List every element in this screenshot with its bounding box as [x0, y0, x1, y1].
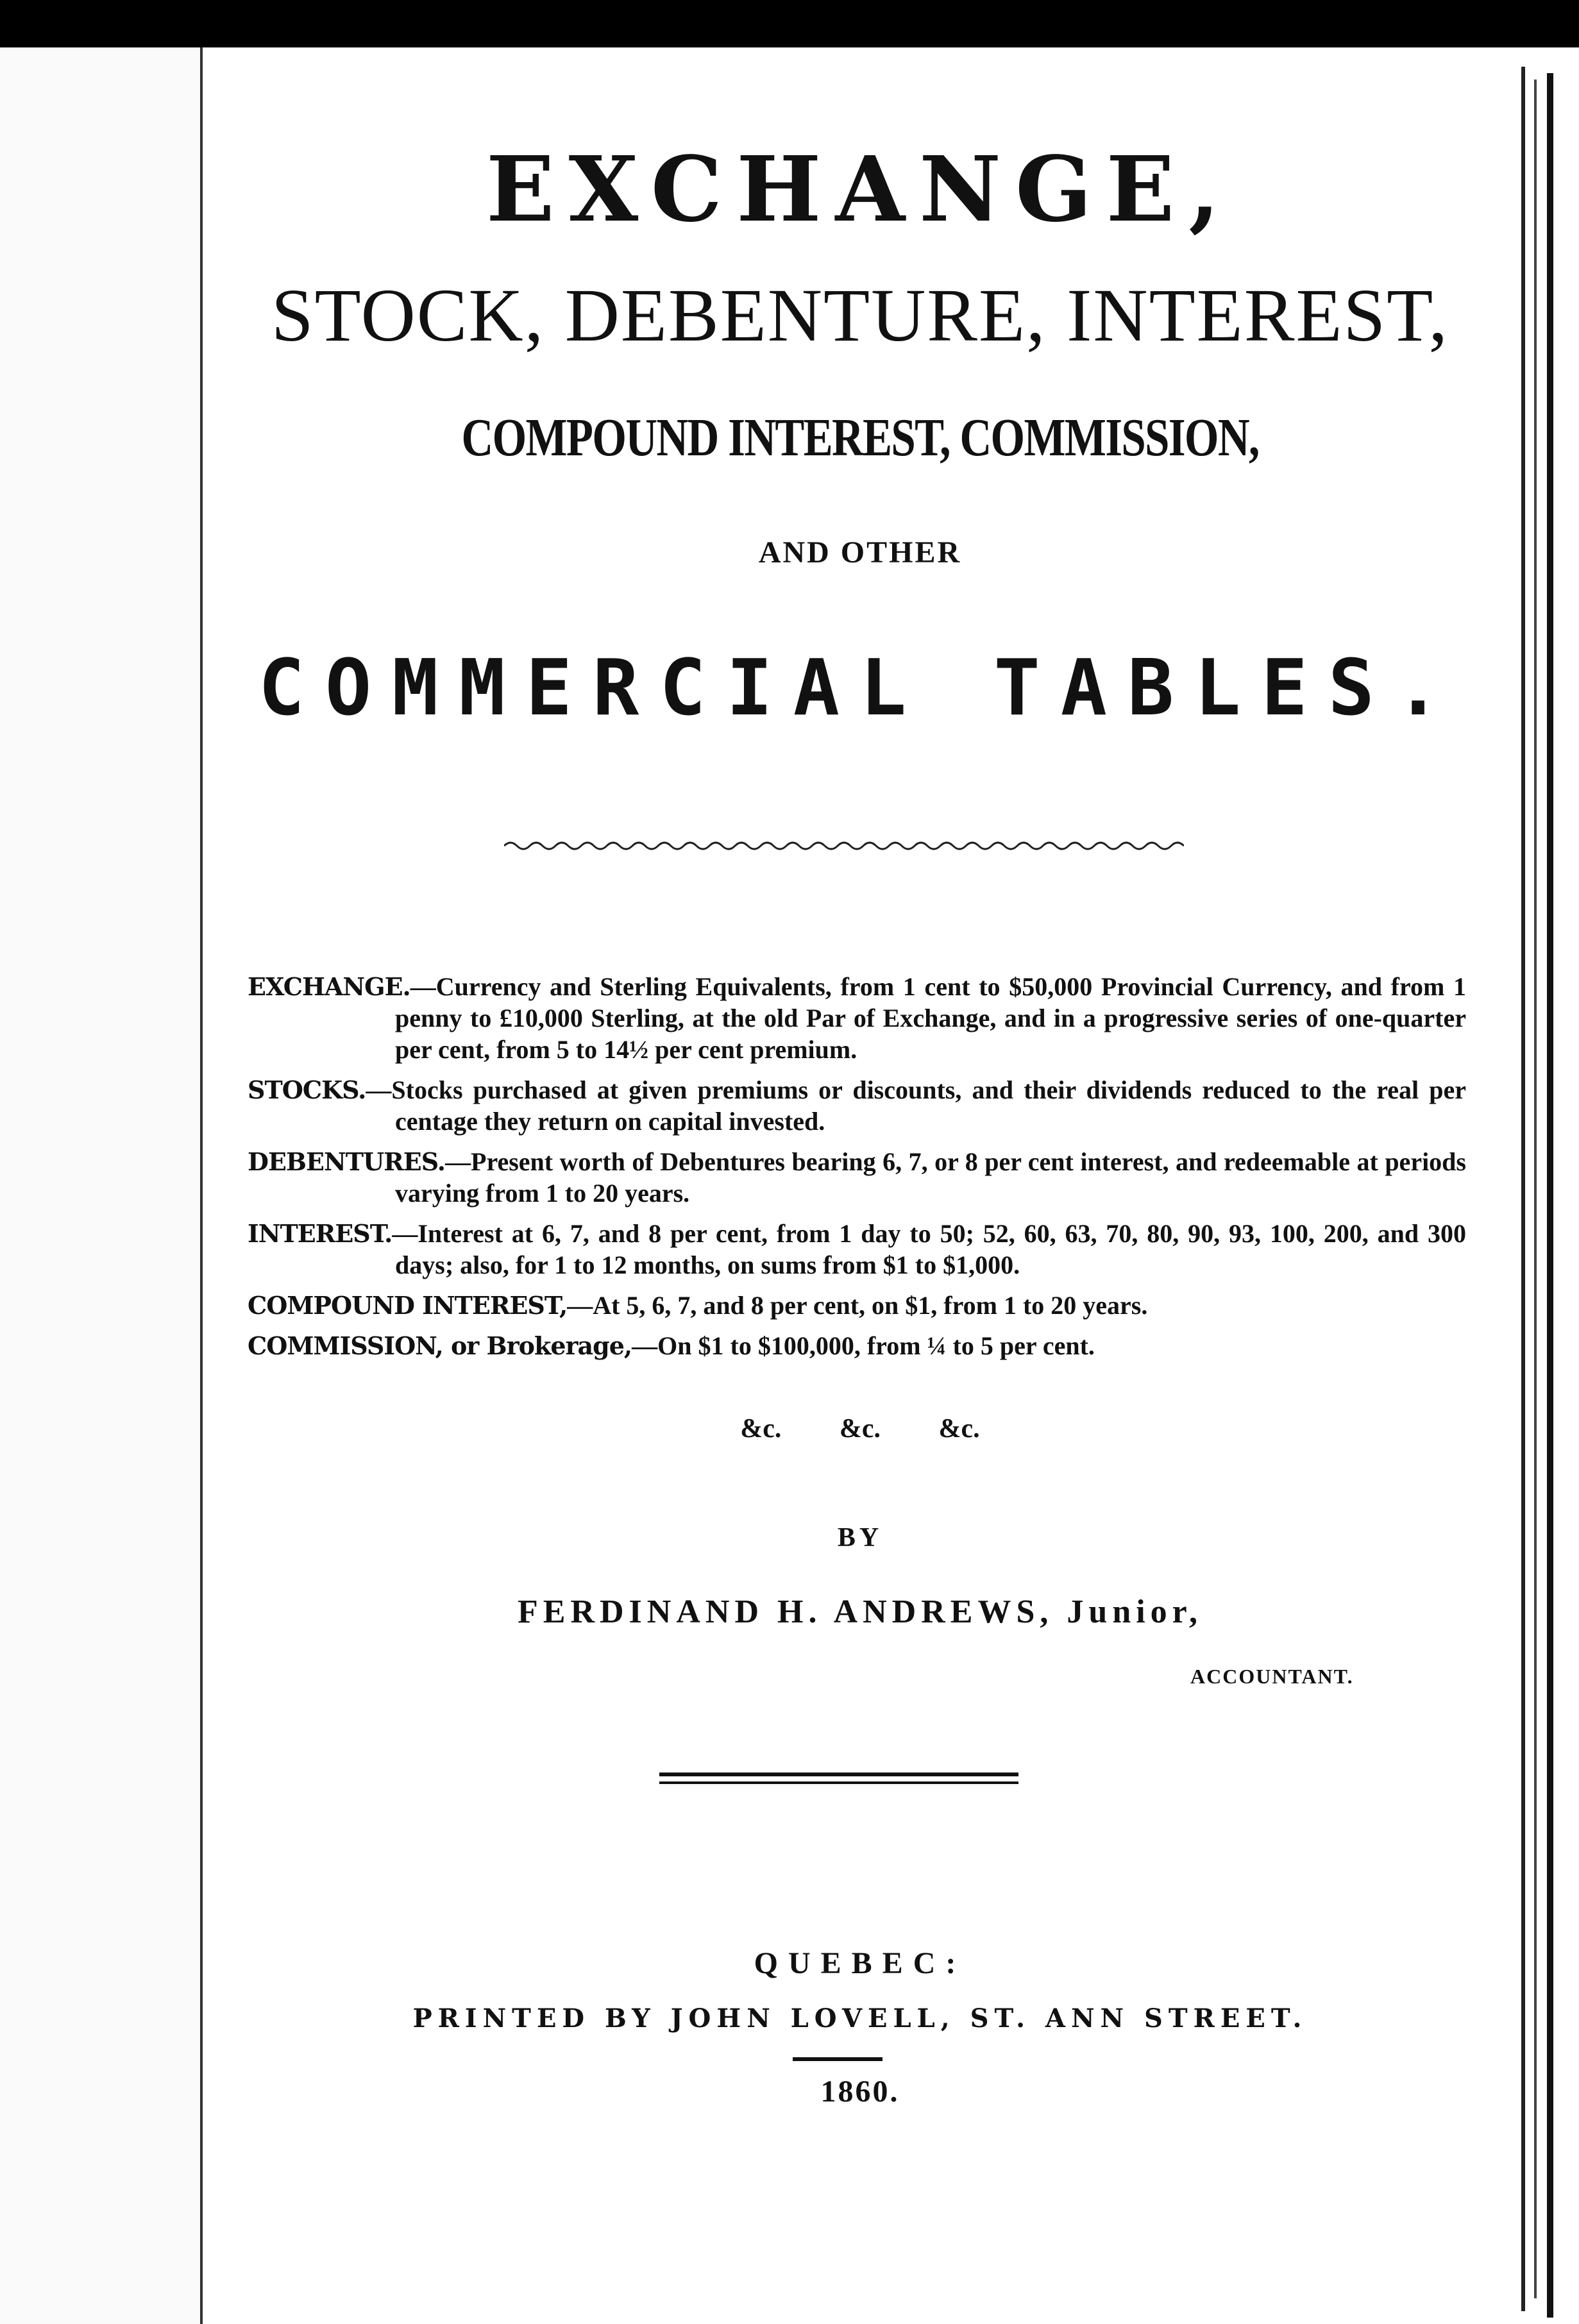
entry-compound-interest — [248, 1290, 1466, 1321]
byline-by: BY — [837, 1523, 883, 1553]
scan-top-border — [0, 0, 1579, 47]
entry-stocks — [248, 1074, 1466, 1137]
author-title: ACCOUNTANT. — [1190, 1665, 1354, 1688]
imprint-printer: PRINTED BY JOHN LOVELL, ST. ANN STREET. — [412, 2003, 1308, 2034]
imprint-year: 1860. — [820, 2075, 900, 2109]
entry-commission — [248, 1330, 1466, 1361]
imprint-city: QUEBEC: — [754, 1946, 967, 1980]
entry-head: DEBENTURES. — [248, 1147, 446, 1176]
entry-head: COMPOUND INTEREST, — [248, 1291, 568, 1320]
title-page — [203, 47, 1517, 2324]
entry-head: INTEREST. — [248, 1219, 393, 1248]
etcetera: &c. &c. &c. — [740, 1414, 980, 1444]
facing-page-margin — [0, 47, 203, 2324]
entry-interest — [248, 1218, 1466, 1281]
title-compound-line: COMPOUND INTEREST, COMMISSION, — [461, 408, 1259, 467]
entry-text: —Interest at 6, 7, and 8 per cent, from 1 day to 50; 52, 60, 63, 70, 80, 90, 93, 100, 200, and 300 days; also, for 1 to 12 months, on sums from $1 to $1,000. — [392, 1219, 1466, 1279]
title-exchange: EXCHANGE, — [486, 137, 1235, 242]
entry-head: EXCHANGE. — [248, 972, 410, 1001]
entry-text: —Present worth of Debentures bearing 6, 7, or 8 per cent interest, and redeemable at periods varying from 1 to 20 years. — [395, 1147, 1466, 1208]
page-edge — [1521, 47, 1579, 2324]
decorative-wavy-rule — [504, 836, 1184, 855]
short-rule — [793, 2057, 882, 2061]
entry-debentures — [248, 1146, 1466, 1209]
entry-text: —At 5, 6, 7, and 8 per cent, on $1, from 1 to 20 years. — [567, 1291, 1148, 1320]
title-and-other: AND OTHER — [758, 535, 962, 569]
entry-text: —On $1 to $100,000, from ¼ to 5 per cent. — [632, 1331, 1095, 1360]
entry-exchange — [248, 971, 1466, 1065]
entry-head: STOCKS. — [248, 1075, 366, 1104]
entry-head: COMMISSION, or Brokerage, — [248, 1331, 632, 1360]
contents-list — [248, 971, 1466, 1370]
entry-text: —Currency and Sterling Equivalents, from 1 cent to $50,000 Provincial Currency, and from 1 penny to £10,000 Sterling, at the old Par of Exchange, and in a progressive series of one-quarter per cent, from 5 to 14½ per cent premium. — [395, 972, 1466, 1064]
double-rule-divider — [659, 1772, 1018, 1787]
author-name: FERDINAND H. ANDREWS, Junior, — [518, 1594, 1203, 1630]
entry-text: —Stocks purchased at given premiums or discounts, and their dividends reduced to the real per centage they return on capital invested. — [366, 1075, 1466, 1136]
title-stock-line: STOCK, DEBENTURE, INTEREST, — [271, 273, 1449, 357]
title-commercial-tables: COMMERCIAL TABLES. — [258, 644, 1462, 733]
